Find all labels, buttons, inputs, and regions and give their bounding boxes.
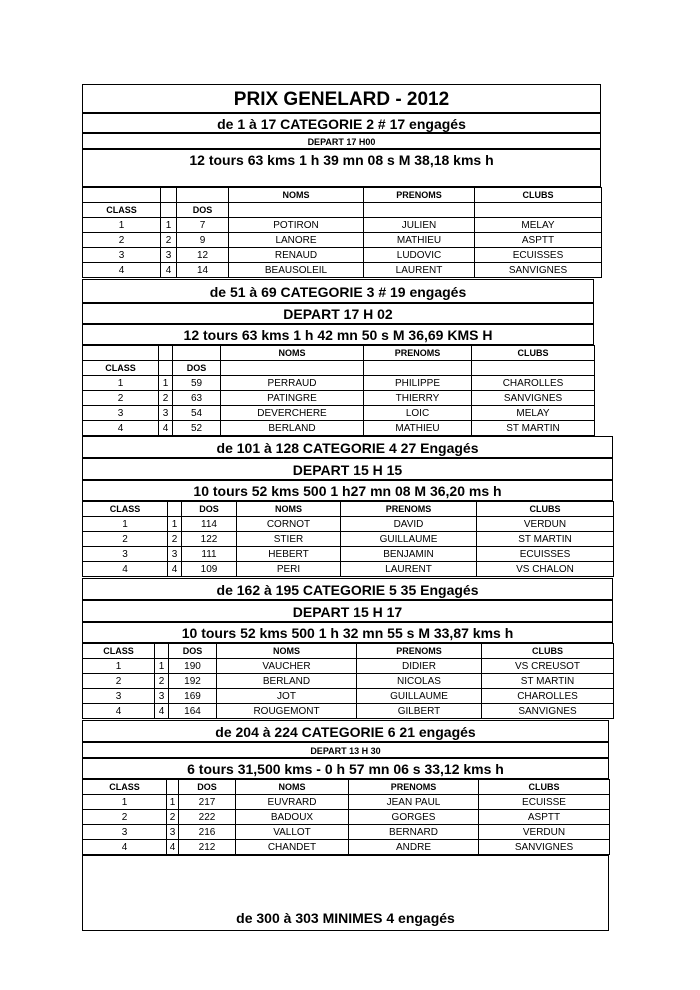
class-cell: 3: [83, 825, 167, 840]
race-stats: 12 tours 63 kms 1 h 39 mn 08 s M 38,18 kms h: [82, 149, 601, 187]
club-cell: ECUISSES: [475, 248, 602, 263]
club-cell: ECUISSES: [477, 547, 614, 562]
nom-cell: DEVERCHERE: [221, 406, 364, 421]
rank-cell: 4: [167, 840, 179, 855]
header-dos: DOS: [173, 361, 221, 376]
dos-cell: 217: [179, 795, 236, 810]
nom-cell: BADOUX: [236, 810, 349, 825]
rank-cell: 3: [161, 248, 177, 263]
class-cell: 1: [83, 218, 161, 233]
table-row: [83, 391, 595, 406]
club-cell: VS CHALON: [477, 562, 614, 577]
dos-cell: 7: [177, 218, 229, 233]
header-class: CLASS: [83, 780, 167, 795]
dos-cell: 109: [182, 562, 237, 577]
table-row: [83, 532, 614, 547]
prenom-cell: LOIC: [364, 406, 472, 421]
prenom-cell: LAURENT: [341, 562, 477, 577]
prenom-cell: BERNARD: [349, 825, 479, 840]
prenom-cell: JEAN PAUL: [349, 795, 479, 810]
header-noms: NOMS: [236, 780, 349, 795]
class-cell: 1: [83, 659, 155, 674]
rank-cell: 2: [168, 532, 182, 547]
results-table: [82, 187, 602, 278]
rank-cell: 1: [155, 659, 169, 674]
results-table: [82, 643, 614, 719]
club-cell: VS CREUSOT: [482, 659, 614, 674]
table-row: [83, 547, 614, 562]
prenom-cell: GORGES: [349, 810, 479, 825]
rank-cell: 4: [161, 263, 177, 278]
table-row: [83, 406, 595, 421]
depart-time: DEPART 15 H 15: [82, 458, 613, 480]
prenom-cell: MATHIEU: [364, 233, 475, 248]
prenom-cell: GUILLAUME: [341, 532, 477, 547]
class-cell: 2: [83, 391, 159, 406]
club-cell: ECUISSE: [479, 795, 610, 810]
prenom-cell: ANDRE: [349, 840, 479, 855]
header-dos: DOS: [179, 780, 236, 795]
club-cell: VERDUN: [479, 825, 610, 840]
header-dos: DOS: [177, 203, 229, 218]
dos-cell: 111: [182, 547, 237, 562]
class-cell: 4: [83, 263, 161, 278]
nom-cell: PERRAUD: [221, 376, 364, 391]
prenom-cell: THIERRY: [364, 391, 472, 406]
table-row: [83, 376, 595, 391]
club-cell: ASPTT: [479, 810, 610, 825]
club-cell: MELAY: [475, 218, 602, 233]
header-class: CLASS: [83, 644, 155, 659]
nom-cell: EUVRARD: [236, 795, 349, 810]
rank-cell: 4: [168, 562, 182, 577]
results-table: [82, 345, 595, 436]
nom-cell: PATINGRE: [221, 391, 364, 406]
category-header: de 162 à 195 CATEGORIE 5 35 Engagés: [82, 578, 613, 600]
dos-cell: 222: [179, 810, 236, 825]
header-noms: NOMS: [221, 346, 364, 361]
rank-cell: 3: [159, 406, 173, 421]
table-row: [83, 263, 602, 278]
table-row: [83, 659, 614, 674]
nom-cell: BERLAND: [217, 674, 357, 689]
race-stats: 6 tours 31,500 kms - 0 h 57 mn 06 s 33,12 kms h: [82, 758, 609, 779]
nom-cell: STIER: [237, 532, 341, 547]
club-cell: CHAROLLES: [482, 689, 614, 704]
nom-cell: HEBERT: [237, 547, 341, 562]
category-header: de 101 à 128 CATEGORIE 4 27 Engagés: [82, 436, 613, 458]
club-cell: MELAY: [472, 406, 595, 421]
prenom-cell: GILBERT: [357, 704, 482, 719]
dos-cell: 192: [169, 674, 217, 689]
depart-time: DEPART 17 H00: [82, 133, 601, 149]
dos-cell: 12: [177, 248, 229, 263]
header-clubs: CLUBS: [482, 644, 614, 659]
header-noms: NOMS: [217, 644, 357, 659]
nom-cell: JOT: [217, 689, 357, 704]
dos-cell: 52: [173, 421, 221, 436]
dos-cell: 114: [182, 517, 237, 532]
class-cell: 4: [83, 562, 168, 577]
prenom-cell: DIDIER: [357, 659, 482, 674]
header-prenoms: PRENOMS: [357, 644, 482, 659]
rank-cell: 1: [168, 517, 182, 532]
dos-cell: 54: [173, 406, 221, 421]
table-row: [83, 674, 614, 689]
rank-cell: 1: [167, 795, 179, 810]
minimes-box: [82, 855, 609, 931]
rank-cell: 3: [167, 825, 179, 840]
nom-cell: CORNOT: [237, 517, 341, 532]
club-cell: VERDUN: [477, 517, 614, 532]
club-cell: ST MARTIN: [472, 421, 595, 436]
club-cell: ST MARTIN: [482, 674, 614, 689]
depart-time: DEPART 13 H 30: [82, 742, 609, 758]
table-row: [83, 704, 614, 719]
class-cell: 2: [83, 674, 155, 689]
depart-time: DEPART 17 H 02: [82, 303, 594, 324]
nom-cell: BEAUSOLEIL: [229, 263, 364, 278]
dos-cell: 9: [177, 233, 229, 248]
club-cell: SANVIGNES: [472, 391, 595, 406]
prenom-cell: MATHIEU: [364, 421, 472, 436]
race-stats: 10 tours 52 kms 500 1 h 32 mn 55 s M 33,87 kms h: [82, 622, 613, 643]
table-row: [83, 233, 602, 248]
header-dos: DOS: [169, 644, 217, 659]
dos-cell: 169: [169, 689, 217, 704]
table-row: [83, 562, 614, 577]
nom-cell: RENAUD: [229, 248, 364, 263]
nom-cell: LANORE: [229, 233, 364, 248]
header-noms: NOMS: [237, 502, 341, 517]
category-header: de 1 à 17 CATEGORIE 2 # 17 engagés: [82, 113, 601, 133]
rank-cell: 2: [159, 391, 173, 406]
header-prenoms: PRENOMS: [364, 188, 475, 203]
table-row: [83, 218, 602, 233]
header-clubs: CLUBS: [479, 780, 610, 795]
nom-cell: VALLOT: [236, 825, 349, 840]
class-cell: 1: [83, 795, 167, 810]
class-cell: 2: [83, 233, 161, 248]
table-row: [83, 689, 614, 704]
results-table: [82, 779, 610, 855]
class-cell: 3: [83, 689, 155, 704]
club-cell: SANVIGNES: [479, 840, 610, 855]
rank-cell: 1: [159, 376, 173, 391]
table-row: [83, 795, 610, 810]
prenom-cell: LAURENT: [364, 263, 475, 278]
class-cell: 2: [83, 532, 168, 547]
rank-cell: 2: [155, 674, 169, 689]
dos-cell: 190: [169, 659, 217, 674]
prenom-cell: GUILLAUME: [357, 689, 482, 704]
header-class: CLASS: [83, 361, 159, 376]
table-row: [83, 825, 610, 840]
rank-cell: 4: [155, 704, 169, 719]
class-cell: 4: [83, 704, 155, 719]
dos-cell: 14: [177, 263, 229, 278]
table-row: [83, 421, 595, 436]
rank-cell: 3: [168, 547, 182, 562]
dos-cell: 216: [179, 825, 236, 840]
prenom-cell: PHILIPPE: [364, 376, 472, 391]
table-row: [83, 840, 610, 855]
rank-cell: 2: [161, 233, 177, 248]
nom-cell: VAUCHER: [217, 659, 357, 674]
prenom-cell: BENJAMIN: [341, 547, 477, 562]
class-cell: 1: [83, 376, 159, 391]
prenom-cell: DAVID: [341, 517, 477, 532]
header-prenoms: PRENOMS: [364, 346, 472, 361]
dos-cell: 59: [173, 376, 221, 391]
class-cell: 3: [83, 406, 159, 421]
nom-cell: BERLAND: [221, 421, 364, 436]
header-clubs: CLUBS: [477, 502, 614, 517]
class-cell: 4: [83, 421, 159, 436]
nom-cell: POTIRON: [229, 218, 364, 233]
dos-cell: 63: [173, 391, 221, 406]
rank-cell: 4: [159, 421, 173, 436]
rank-cell: 3: [155, 689, 169, 704]
club-cell: SANVIGNES: [475, 263, 602, 278]
dos-cell: 164: [169, 704, 217, 719]
header-prenoms: PRENOMS: [341, 502, 477, 517]
table-row: [83, 517, 614, 532]
category-header: de 204 à 224 CATEGORIE 6 21 engagés: [82, 720, 609, 742]
class-cell: 3: [83, 248, 161, 263]
prenom-cell: LUDOVIC: [364, 248, 475, 263]
race-stats: 10 tours 52 kms 500 1 h27 mn 08 M 36,20 ms h: [82, 480, 613, 501]
class-cell: 2: [83, 810, 167, 825]
class-cell: 3: [83, 547, 168, 562]
page-title: PRIX GENELARD - 2012: [82, 84, 601, 113]
header-clubs: CLUBS: [475, 188, 602, 203]
header-class: CLASS: [83, 203, 161, 218]
class-cell: 1: [83, 517, 168, 532]
depart-time: DEPART 15 H 17: [82, 600, 613, 622]
rank-cell: 1: [161, 218, 177, 233]
club-cell: CHAROLLES: [472, 376, 595, 391]
club-cell: SANVIGNES: [482, 704, 614, 719]
header-clubs: CLUBS: [472, 346, 595, 361]
nom-cell: CHANDET: [236, 840, 349, 855]
club-cell: ST MARTIN: [477, 532, 614, 547]
table-row: [83, 248, 602, 263]
prenom-cell: JULIEN: [364, 218, 475, 233]
header-dos: DOS: [182, 502, 237, 517]
nom-cell: ROUGEMONT: [217, 704, 357, 719]
club-cell: ASPTT: [475, 233, 602, 248]
header-noms: NOMS: [229, 188, 364, 203]
race-stats: 12 tours 63 kms 1 h 42 mn 50 s M 36,69 KMS H: [82, 324, 594, 345]
dos-cell: 122: [182, 532, 237, 547]
prenom-cell: NICOLAS: [357, 674, 482, 689]
category-header: de 51 à 69 CATEGORIE 3 # 19 engagés: [82, 279, 594, 303]
nom-cell: PERI: [237, 562, 341, 577]
class-cell: 4: [83, 840, 167, 855]
table-row: [83, 810, 610, 825]
minimes-line: de 300 à 303 MINIMES 4 engagés: [236, 910, 455, 926]
header-class: CLASS: [83, 502, 168, 517]
dos-cell: 212: [179, 840, 236, 855]
rank-cell: 2: [167, 810, 179, 825]
results-table: [82, 501, 614, 577]
header-prenoms: PRENOMS: [349, 780, 479, 795]
